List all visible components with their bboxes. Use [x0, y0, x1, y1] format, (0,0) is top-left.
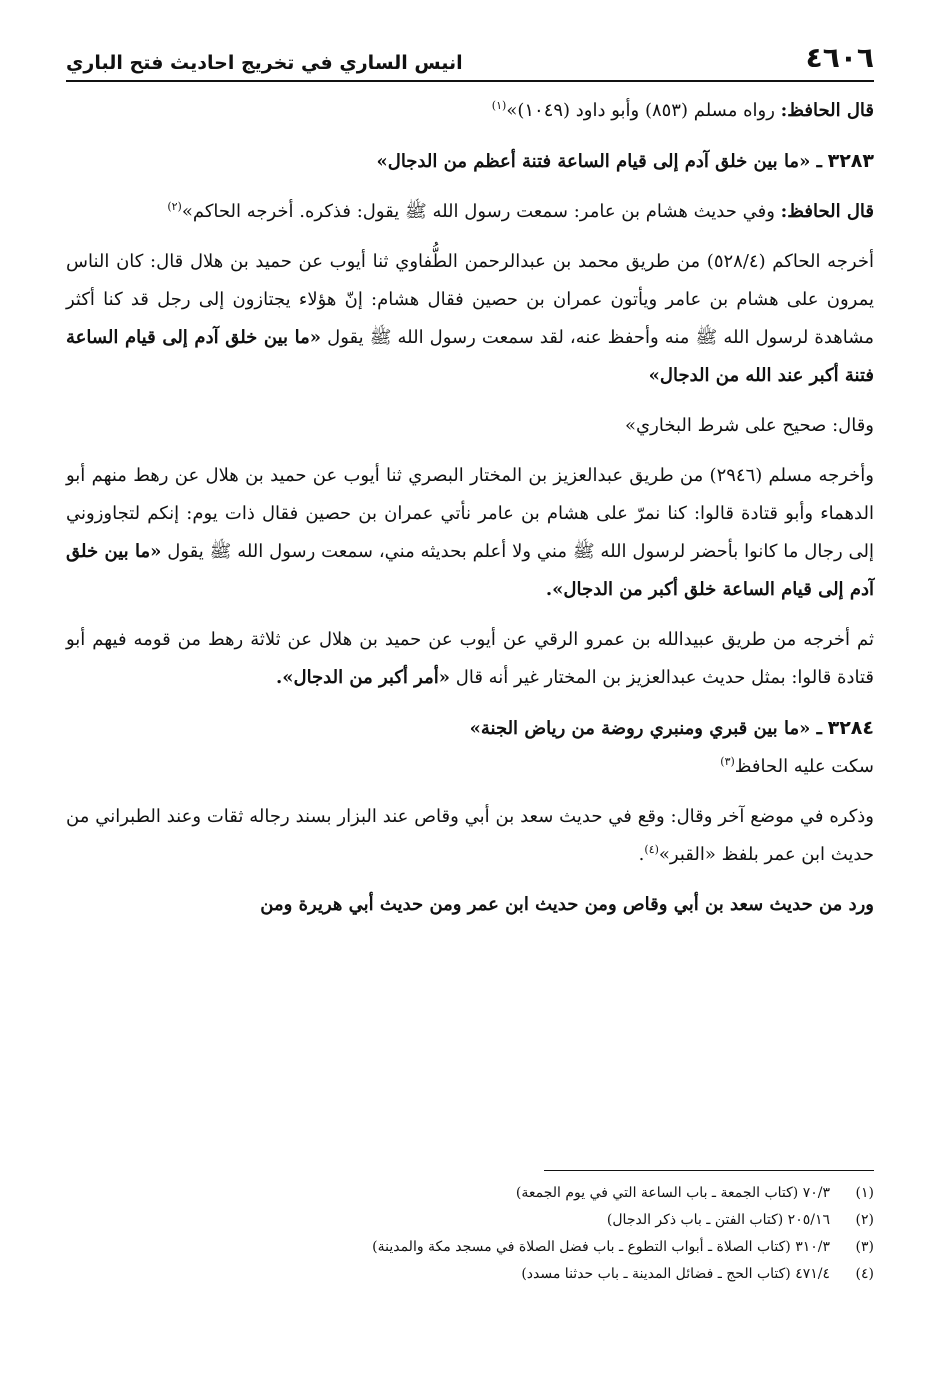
header-divider — [66, 80, 874, 82]
footnote-ref: (٣) — [720, 755, 735, 768]
hafiz-label: قال الحافظ: — [780, 201, 874, 222]
paragraph-text: وذكره في موضع آخر وقال: وقع في حديث سعد بن أبي وقاص عند البزار بسند رجاله ثقات وعند الطبراني من حديث ابن عمر بلفظ «القبر» — [66, 806, 874, 865]
footnote-ref: (٤) — [644, 843, 659, 856]
paragraph-text: سكت عليه الحافظ — [734, 756, 874, 777]
page-body — [66, 92, 874, 936]
footnote-number: (٣) — [855, 1239, 874, 1255]
footnote-number: (١) — [855, 1185, 874, 1201]
footnote-text: ٣١٠/٣ (كتاب الصلاة ـ أبواب التطوع ـ باب فضل الصلاة في مسجد مكة والمدينة) — [372, 1239, 830, 1255]
hadith-heading-3284 — [66, 709, 874, 748]
paragraph-text: وفي حديث هشام بن عامر: سمعت رسول الله ﷺ يقول: فذكره. أخرجه الحاكم» — [181, 201, 775, 222]
hadith-title: ـ «ما بين قبري ومنبري روضة من رياض الجنة» — [469, 718, 822, 739]
footnote-ref: (١) — [491, 99, 507, 112]
hadith-number: ٣٢٨٣ — [827, 150, 874, 172]
footnote-item — [66, 1261, 874, 1288]
footnote-ref: (٢) — [167, 200, 182, 213]
book-title: انيس الساري في تخريج احاديث فتح الباري — [66, 52, 463, 74]
footnote-divider — [544, 1170, 874, 1171]
page-number: ٤٦٠٦ — [805, 41, 874, 74]
paragraph-bazzar: وذكره في موضع آخر وقال: وقع في حديث سعد بن أبي وقاص عند البزار بسند رجاله ثقات وعند الطبراني من حديث ابن عمر بلفظ «القبر»$^{(٤)}$. — [66, 806, 874, 865]
paragraph-muslim — [66, 457, 874, 609]
paragraph-text: أخرجه الحاكم (٥٢٨/٤) من طريق محمد بن عبدالرحمن الطُّفاوي ثنا أيوب عن حميد بن هلال قال: كان الناس يمرون على هشام بن عامر ويأتون عمران بن حصين فقال هشام: إنّ هؤلاء يجتازون إلى رجل قد كنا أكثر مشاهدة لرسول الله ﷺ منه وأحفظ عنه، لقد سمعت رسول الله ﷺ يقول — [66, 251, 874, 348]
footnotes — [66, 1180, 874, 1288]
hadith-number: ٣٢٨٤ — [827, 717, 874, 739]
footnote-item — [66, 1207, 874, 1234]
paragraph-hafiz-hisham — [66, 193, 874, 231]
footnote-number: (٢) — [855, 1212, 874, 1228]
paragraph-text: ثم أخرجه من طريق عبيدالله بن عمرو الرقي عن أيوب عن حميد بن هلال عن ثلاثة رهط من قومه فيهم أبو قتادة قالوا: بمثل حديث عبدالعزيز بن المختار غير أنه قال — [66, 629, 874, 688]
page-header — [66, 34, 874, 74]
footnote-text: ٧٠/٣ (كتاب الجمعة ـ باب الساعة التي في يوم الجمعة) — [515, 1185, 830, 1201]
hadith-quote: «أمر أكبر من الدجال». — [275, 667, 451, 688]
footnote-text: ٢٠٥/١٦ (كتاب الفتن ـ باب ذكر الدجال) — [606, 1212, 830, 1228]
paragraph-raqqi — [66, 621, 874, 697]
paragraph-silence — [66, 748, 874, 786]
hadith-quote: «ما بين خلق آدم إلى قيام الساعة فتنة أكبر عند الله من الدجال» — [66, 327, 874, 386]
hadith-quote: «ما بين خلق آدم إلى قيام الساعة خلق أكبر من الدجال». — [66, 541, 874, 600]
footnote-number: (٤) — [855, 1266, 874, 1282]
footnote-item — [66, 1234, 874, 1261]
hadith-heading-3283 — [66, 142, 874, 181]
hadith-title: ـ «ما بين خلق آدم إلى قيام الساعة فتنة أعظم من الدجال» — [376, 151, 822, 172]
paragraph-narrations — [66, 886, 874, 924]
paragraph-hafiz-muslim — [66, 92, 874, 130]
footnote-text: ٤٧١/٤ (كتاب الحج ـ فضائل المدينة ـ باب حدثنا مسدد) — [521, 1266, 830, 1282]
paragraph-text: وأخرجه مسلم (٢٩٤٦) من طريق عبدالعزيز بن المختار البصري ثنا أيوب عن حميد بن هلال عن رهط منهم أبو الدهماء وأبو قتادة قالوا: كنا نمرّ على هشام بن عامر نأتي عمران بن حصين فقال ذات يوم: إنكم لتجاوزوني إلى رجال ما كانوا بأحضر لرسول الله ﷺ مني ولا أعلم بحديثه مني، سمعت رسول الله ﷺ يقول — [66, 465, 874, 562]
footnote-item — [66, 1180, 874, 1207]
paragraph-text: رواه مسلم (٨٥٣) وأبو داود (١٠٤٩)» — [506, 100, 775, 121]
paragraph-hakim — [66, 243, 874, 395]
paragraph-text: ورد من حديث سعد بن أبي وقاص ومن حديث ابن عمر ومن حديث أبي هريرة ومن — [260, 894, 874, 915]
hafiz-label: قال الحافظ: — [780, 100, 874, 121]
paragraph-sahih-note — [66, 407, 874, 445]
paragraph-text: وقال: صحيح على شرط البخاري» — [625, 415, 874, 436]
